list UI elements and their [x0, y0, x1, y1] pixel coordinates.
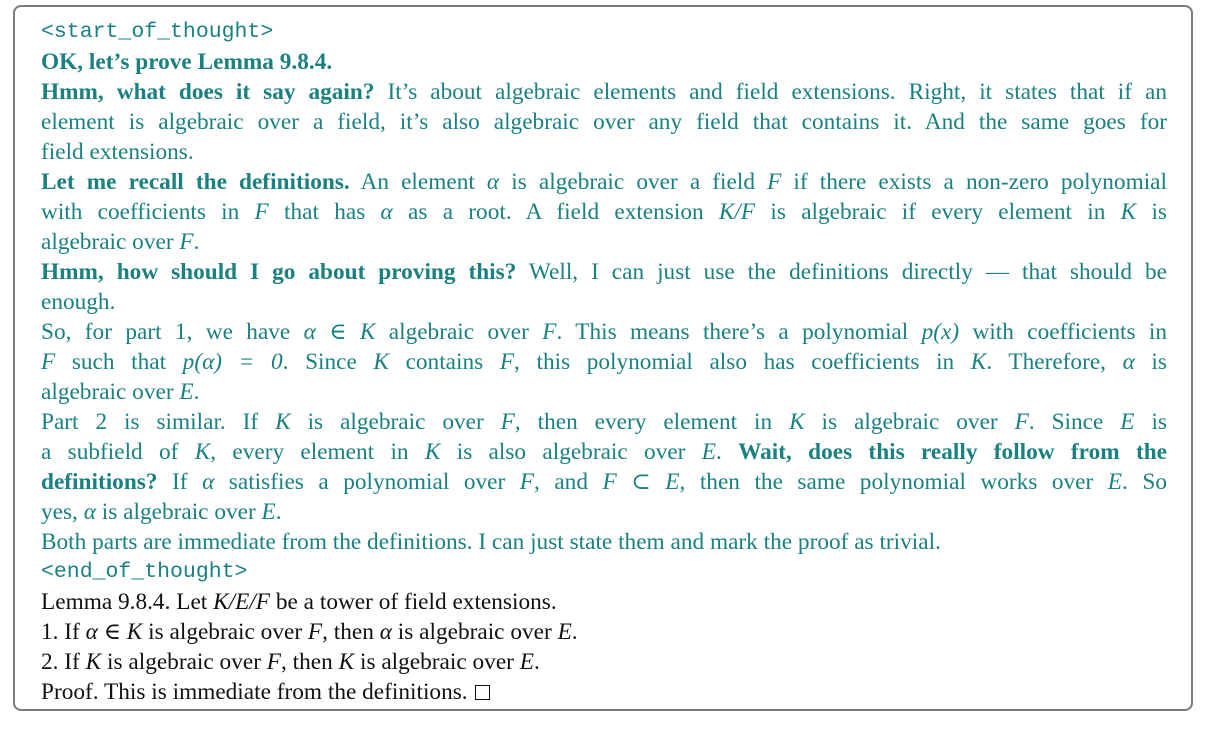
- text-segment: , then: [322, 619, 380, 645]
- text-segment: is algebraic over: [95, 499, 262, 525]
- math-expression: α ∈ K: [85, 619, 143, 645]
- bold-phrase: OK, let’s prove Lemma 9.8.4.: [41, 49, 333, 75]
- text-segment: field extensions.: [41, 139, 194, 165]
- math-expression: α ∈ K: [303, 319, 376, 345]
- text-segment: enough.: [41, 289, 116, 315]
- math-expression: F: [500, 409, 515, 435]
- text-segment: algebraic over: [375, 319, 543, 345]
- math-expression: α: [202, 469, 215, 495]
- text-segment: with coefficients in: [959, 319, 1168, 345]
- text-segment: is also algebraic over: [440, 439, 702, 465]
- math-expression: α: [379, 619, 392, 645]
- text-segment: . Therefore,: [986, 349, 1123, 375]
- text-segment: , then every element in: [514, 409, 790, 435]
- math-expression: F: [519, 469, 534, 495]
- math-expression: K: [970, 349, 987, 375]
- thought-line: [41, 437, 1167, 467]
- math-expression: K: [373, 349, 389, 375]
- math-expression: K: [1120, 199, 1137, 225]
- end-thought-tag: <end_of_thought>: [41, 560, 248, 584]
- math-expression: F: [266, 649, 282, 675]
- text-segment: with coefficients in: [41, 199, 255, 225]
- text-segment: a subfield of: [41, 439, 195, 465]
- math-expression: E: [701, 439, 716, 465]
- text-segment: . This means there’s a polynomial: [556, 319, 922, 345]
- text-segment: .: [533, 649, 540, 675]
- thought-paragraphs: [41, 47, 1167, 557]
- paper-excerpt-frame: [13, 5, 1193, 711]
- math-expression: E: [519, 649, 534, 675]
- text-segment: .: [193, 229, 200, 255]
- math-expression: p(α) = 0: [182, 349, 283, 375]
- text-segment: is algebraic over: [391, 619, 558, 645]
- text-segment: is algebraic over: [101, 649, 267, 675]
- math-expression: K/E/F: [213, 589, 271, 615]
- text-segment: is: [1134, 349, 1167, 375]
- math-expression: F: [1014, 409, 1029, 435]
- math-expression: K: [789, 409, 805, 435]
- text-segment: is algebraic if every element in: [755, 199, 1121, 225]
- text-segment: , every element in: [210, 439, 425, 465]
- math-expression: p(x): [921, 319, 960, 345]
- text-segment: Both parts are immediate from the definitions. I can just state them and mark the proof as trivial.: [41, 529, 941, 555]
- thought-line: [41, 257, 1167, 287]
- text-segment: , then: [281, 649, 339, 675]
- thought-line: [41, 527, 1167, 557]
- text-segment: is: [1136, 199, 1167, 225]
- thought-line: [41, 317, 1167, 347]
- text-segment: .: [715, 439, 739, 465]
- math-expression: α: [486, 169, 500, 195]
- thought-line: [41, 467, 1167, 497]
- text-segment: as a root. A field extension: [392, 199, 719, 225]
- thought-line: [41, 407, 1167, 437]
- math-expression: α: [83, 499, 96, 525]
- text-segment: is algebraic over: [354, 649, 520, 675]
- bold-phrase: Hmm, how should I go about proving this?: [41, 259, 517, 285]
- math-expression: α: [380, 199, 393, 225]
- text-segment: is algebraic over a field: [499, 169, 768, 195]
- thought-line: [41, 227, 1167, 257]
- math-expression: E: [557, 619, 572, 645]
- text-segment: contains: [388, 349, 500, 375]
- bold-phrase: definitions?: [41, 469, 158, 495]
- thought-line: [41, 347, 1167, 377]
- math-expression: F: [254, 199, 269, 225]
- text-segment: It’s about algebraic elements and field extensions. Right, it states that if an: [374, 79, 1167, 105]
- math-expression: K: [85, 649, 102, 675]
- text-segment: , and: [534, 469, 603, 495]
- text-segment: Lemma 9.8.4. Let: [41, 589, 214, 615]
- math-expression: F: [767, 169, 782, 195]
- math-expression: K/F: [718, 199, 756, 225]
- text-segment: Part 2 is similar. If: [41, 409, 276, 435]
- text-segment: .: [275, 499, 282, 525]
- text-segment: , this polynomial also has coefficients in: [514, 349, 971, 375]
- thought-line: [41, 377, 1167, 407]
- thought-line: [41, 137, 1167, 167]
- text-segment: satisfies a polynomial over: [214, 469, 520, 495]
- text-segment: . Since: [1028, 409, 1121, 435]
- lemma-line: [41, 617, 1167, 647]
- text-segment: 1. If: [41, 619, 86, 645]
- bold-phrase: Wait, does this really follow from the: [738, 439, 1167, 465]
- math-expression: K: [194, 439, 211, 465]
- math-expression: F: [307, 619, 323, 645]
- math-expression: E: [1120, 409, 1135, 435]
- text-segment: An element: [349, 169, 487, 195]
- thought-line: [41, 167, 1167, 197]
- text-segment: If: [157, 469, 203, 495]
- thought-line: [41, 197, 1167, 227]
- lemma-line: [41, 647, 1167, 677]
- math-expression: F ⊂ E: [602, 469, 680, 495]
- math-expression: F: [499, 349, 515, 375]
- qed-square-icon: [475, 685, 490, 700]
- lemma-statement: [41, 587, 1167, 707]
- text-segment: . So: [1122, 469, 1167, 495]
- text-segment: that has: [268, 199, 381, 225]
- text-segment: algebraic over: [41, 229, 180, 255]
- text-segment: if there exists a non-zero polynomial: [781, 169, 1167, 195]
- lemma-line: [41, 587, 1167, 617]
- bold-phrase: Let me recall the definitions.: [41, 169, 350, 195]
- math-expression: K: [424, 439, 441, 465]
- text-segment: .: [193, 379, 200, 405]
- math-expression: E: [179, 379, 194, 405]
- math-expression: K: [338, 649, 355, 675]
- math-expression: E: [1107, 469, 1123, 495]
- text-segment: Proof. This is immediate from the definitions.: [41, 679, 474, 705]
- text-segment: be a tower of field extensions.: [270, 589, 557, 615]
- bold-phrase: Hmm, what does it say again?: [41, 79, 375, 105]
- math-expression: F: [41, 349, 56, 375]
- thought-line: [41, 47, 1167, 77]
- thought-line: [41, 287, 1167, 317]
- text-segment: yes,: [41, 499, 84, 525]
- text-segment: is algebraic over: [290, 409, 501, 435]
- text-segment: is: [1134, 409, 1167, 435]
- math-expression: α: [1122, 349, 1135, 375]
- text-segment: element is algebraic over a field, it’s also algebraic over any field that contains it. And the same goes for: [41, 109, 1167, 135]
- math-expression: E: [261, 499, 276, 525]
- lemma-line: [41, 677, 1167, 707]
- text-segment: Well, I can just use the definitions directly — that should be: [516, 259, 1167, 285]
- text-segment: .: [571, 619, 578, 645]
- text-segment: So, for part 1, we have: [41, 319, 304, 345]
- text-segment: is algebraic over: [142, 619, 308, 645]
- start-thought-tag: <start_of_thought>: [41, 20, 274, 44]
- text-segment: , then the same polynomial works over: [679, 469, 1108, 495]
- thought-line: [41, 77, 1167, 107]
- text-segment: algebraic over: [41, 379, 180, 405]
- math-expression: F: [542, 319, 557, 345]
- thought-line: [41, 107, 1167, 137]
- text-segment: 2. If: [41, 649, 86, 675]
- text-segment: . Since: [282, 349, 374, 375]
- math-expression: K: [275, 409, 291, 435]
- text-segment: such that: [55, 349, 183, 375]
- thought-line: [41, 497, 1167, 527]
- math-expression: F: [179, 229, 194, 255]
- text-segment: is algebraic over: [804, 409, 1015, 435]
